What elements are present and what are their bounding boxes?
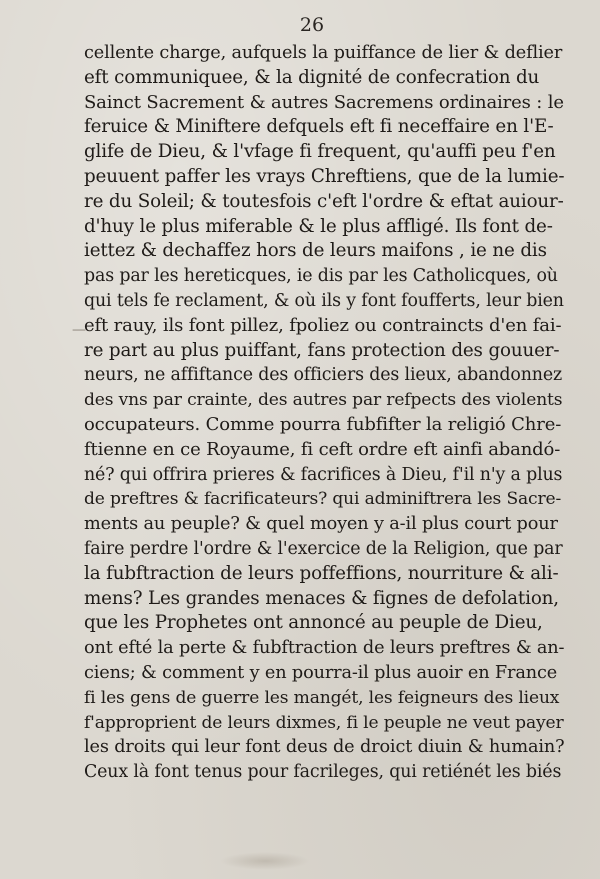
text-line: les droits qui leur font deus de droict diuin & humain? (84, 737, 565, 758)
text-line: feruice & Miniftere defquels eft fi neceffaire en l'E- (84, 116, 554, 138)
page-number: 26 (299, 14, 325, 36)
text-line: peuuent paffer les vrays Chreftiens, que de la lumie- (84, 165, 565, 187)
text-line: la fubftraction de leurs poffeffions, nourriture & ali- (84, 562, 559, 584)
text-line: re du Soleil; & toutesfois c'eft l'ordre & eftat auiour- (84, 190, 564, 212)
ink-bleed-smudge (220, 852, 310, 870)
text-line: occupateurs. Comme pourra fubfifter la religió Chre- (84, 413, 562, 435)
text-line: iettez & dechaffez hors de leurs maifons , ie ne dis (84, 240, 547, 262)
text-line: Sainct Sacrement & autres Sacremens ordinaires : le (84, 91, 564, 113)
text-line: ont efté la perte & fubftraction de leurs preftres & an- (84, 638, 565, 659)
text-line: Ceux là font tenus pour facrileges, qui retiénét les biés (84, 762, 562, 783)
text-line: ments au peuple? & quel moyen y a-il plus court pour (84, 514, 558, 535)
text-line: mens? Les grandes menaces & fignes de defolation, (84, 587, 559, 609)
text-line: eft rauy, ils font pillez, fpoliez ou contraincts d'en fai- (84, 314, 562, 336)
text-line: glife de Dieu, & l'vfage fi frequent, qu'auffi peu f'en (84, 141, 556, 163)
text-line: ciens; & comment y en pourra-il plus auoir en France (84, 662, 558, 683)
text-line: pas par les hereticques, ie dis par les Catholicques, où (84, 266, 558, 287)
text-line: de preftres & facrificateurs? qui adminiftrera les Sacre- (84, 489, 562, 510)
page-text (84, 41, 564, 785)
text-line: ftienne en ce Royaume, fi ceft ordre eft ainfi abandó- (84, 438, 561, 460)
text-line: re part au plus puiffant, fans protection des gouuer- (84, 339, 560, 361)
text-line: des vns par crainte, des autres par refpects des violents (84, 390, 563, 411)
text-line: qui tels fe reclament, & où ils y font foufferts, leur bien (84, 290, 564, 311)
text-line: f'approprient de leurs dixmes, fi le peuple ne veut payer (84, 712, 564, 733)
text-line: eft communiquee, & la dignité de confecration du (84, 66, 540, 88)
text-line: que les Prophetes ont annoncé au peuple de Dieu, (84, 612, 543, 634)
text-line: faire perdre l'ordre & l'exercice de la Religion, que par (84, 538, 563, 559)
text-line: cellente charge, aufquels la puiffance de lier & deflier (84, 43, 563, 63)
margin-mark: — (72, 322, 86, 338)
text-line: d'huy le plus miferable & le plus affligé. Ils font de- (84, 215, 553, 237)
text-line: neurs, ne affiftance des officiers des lieux, abandonnez (84, 365, 562, 386)
text-line: fi les gens de guerre les mangét, les feigneurs des lieux (84, 687, 560, 708)
text-line: né? qui offrira prieres & facrifices à Dieu, f'il n'y a plus (84, 464, 563, 485)
